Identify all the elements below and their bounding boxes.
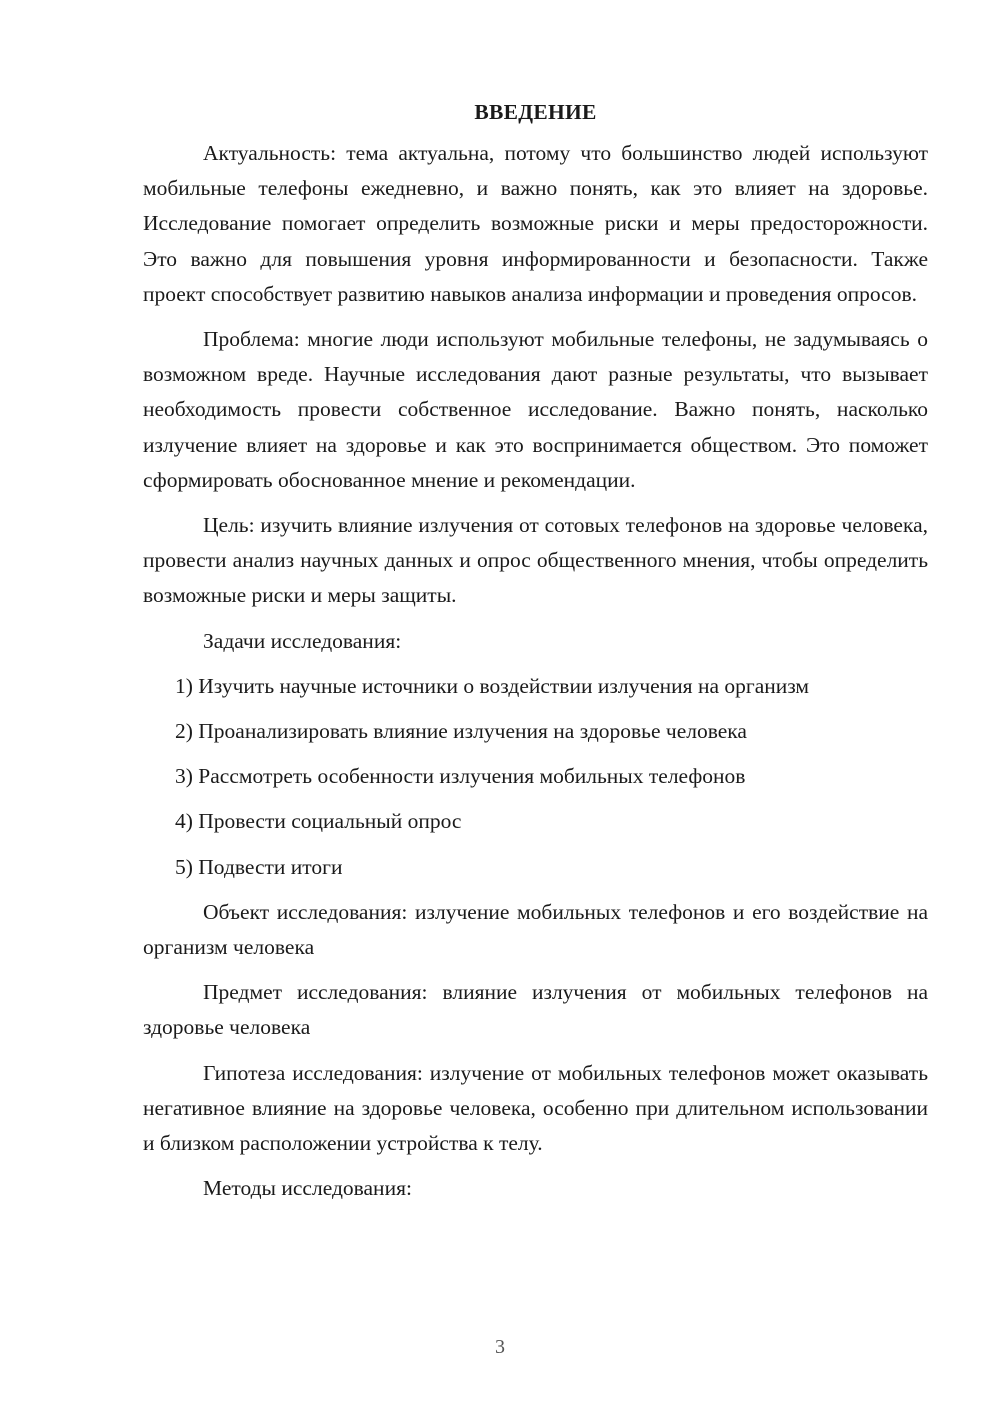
problem-paragraph: Проблема: многие люди используют мобильные телефоны, не задумываясь о возможном вреде. Научные исследования дают разные результаты, что вызывает необходимость провести собственное исследование. Важно понять, насколько излучение влияет на здоровье и как это воспринимается обществом. Это поможет сформировать обоснованное мнение и рекомендации. bbox=[143, 327, 928, 492]
document-heading: ВВЕДЕНИЕ bbox=[474, 100, 597, 124]
task-list bbox=[143, 669, 928, 885]
list-item: 4) Провести социальный опрос bbox=[175, 809, 462, 834]
list-item: 2) Проанализировать влияние излучения на здоровье человека bbox=[175, 719, 747, 744]
list-item: 3) Рассмотреть особенности излучения мобильных телефонов bbox=[175, 764, 746, 789]
relevance-paragraph: Актуальность: тема актуальна, потому что большинство людей используют мобильные телефоны ежедневно, и важно понять, как это влияет на здоровье. Исследование помогает определить возможные риски и меры предосторожности. Это важно для повышения уровня информированности и безопасности. Также проект способствует развитию навыков анализа информации и проведения опросов. bbox=[143, 141, 928, 306]
page-number: 3 bbox=[495, 1336, 505, 1358]
subject-paragraph: Предмет исследования: влияние излучения от мобильных телефонов на здоровье человека bbox=[143, 980, 928, 1040]
hypothesis-paragraph: Гипотеза исследования: излучение от мобильных телефонов может оказывать негативное влияние на здоровье человека, особенно при длительном использовании и близком расположении устройства к телу. bbox=[143, 1060, 928, 1156]
list-item: 1) Изучить научные источники о воздействии излучения на организм bbox=[175, 673, 810, 698]
list-item: 5) Подвести итоги bbox=[175, 854, 343, 879]
goal-paragraph: Цель: изучить влияние излучения от сотовых телефонов на здоровье человека, провести анализ научных данных и опрос общественного мнения, чтобы определить возможные риски и меры защиты. bbox=[143, 513, 928, 608]
tasks-heading: Задачи исследования: bbox=[203, 628, 402, 653]
page-content bbox=[143, 96, 928, 1216]
methods-heading: Методы исследования: bbox=[203, 1176, 412, 1201]
object-paragraph: Объект исследования: излучение мобильных телефонов и его воздействие на организм человека bbox=[143, 899, 928, 960]
